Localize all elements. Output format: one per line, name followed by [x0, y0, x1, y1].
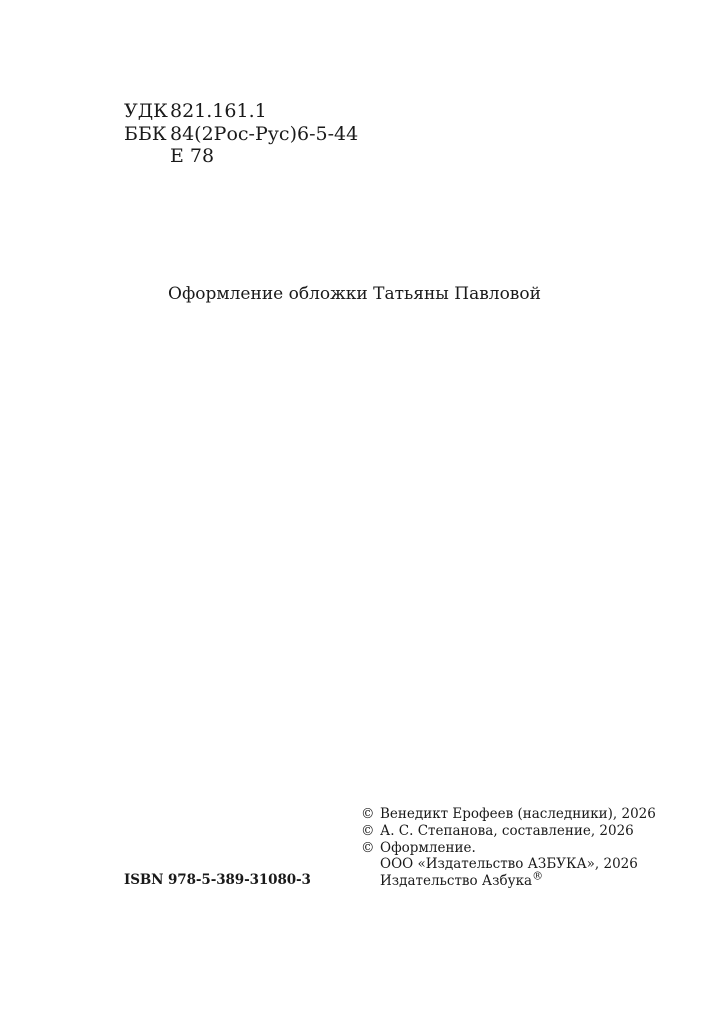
bbk-label: ББК	[124, 122, 167, 145]
copyright-publisher-line: ООО «Издательство АЗБУКА», 2026	[380, 856, 638, 873]
copyright-symbol: ©	[361, 839, 375, 856]
bbk-value: 84(2Рос-Рус)6-5-44	[170, 122, 359, 145]
copyright-block	[361, 806, 656, 890]
bbk-row	[124, 123, 358, 146]
publisher-imprint-name: Издательство Азбука	[380, 873, 533, 890]
author-mark: Е 78	[170, 145, 215, 167]
udk-value: 821.161.1	[170, 100, 267, 122]
author-mark-spacer	[124, 145, 170, 168]
cover-design-credit: Оформление обложки Татьяны Павловой	[168, 284, 541, 304]
copyright-design-text: Оформление.	[380, 839, 476, 856]
classification-block	[124, 100, 358, 168]
copyright-symbol: ©	[361, 806, 375, 822]
copyright-line-design	[361, 840, 656, 857]
copyright-line-compiler	[361, 823, 656, 840]
isbn-number: ISBN 978-5-389-31080-3	[124, 872, 311, 888]
copyright-line-author	[361, 806, 656, 823]
udk-row	[124, 100, 358, 123]
udk-label: УДК	[124, 100, 168, 122]
copyright-symbol: ©	[361, 822, 375, 839]
copyright-author-text: Венедикт Ерофеев (наследники), 2026	[380, 806, 656, 822]
registered-trademark-icon: ®	[532, 869, 544, 883]
copyright-compiler-text: А. С. Степанова, составление, 2026	[380, 822, 634, 839]
copyright-imprint-line	[361, 869, 656, 890]
author-mark-row	[124, 145, 358, 168]
